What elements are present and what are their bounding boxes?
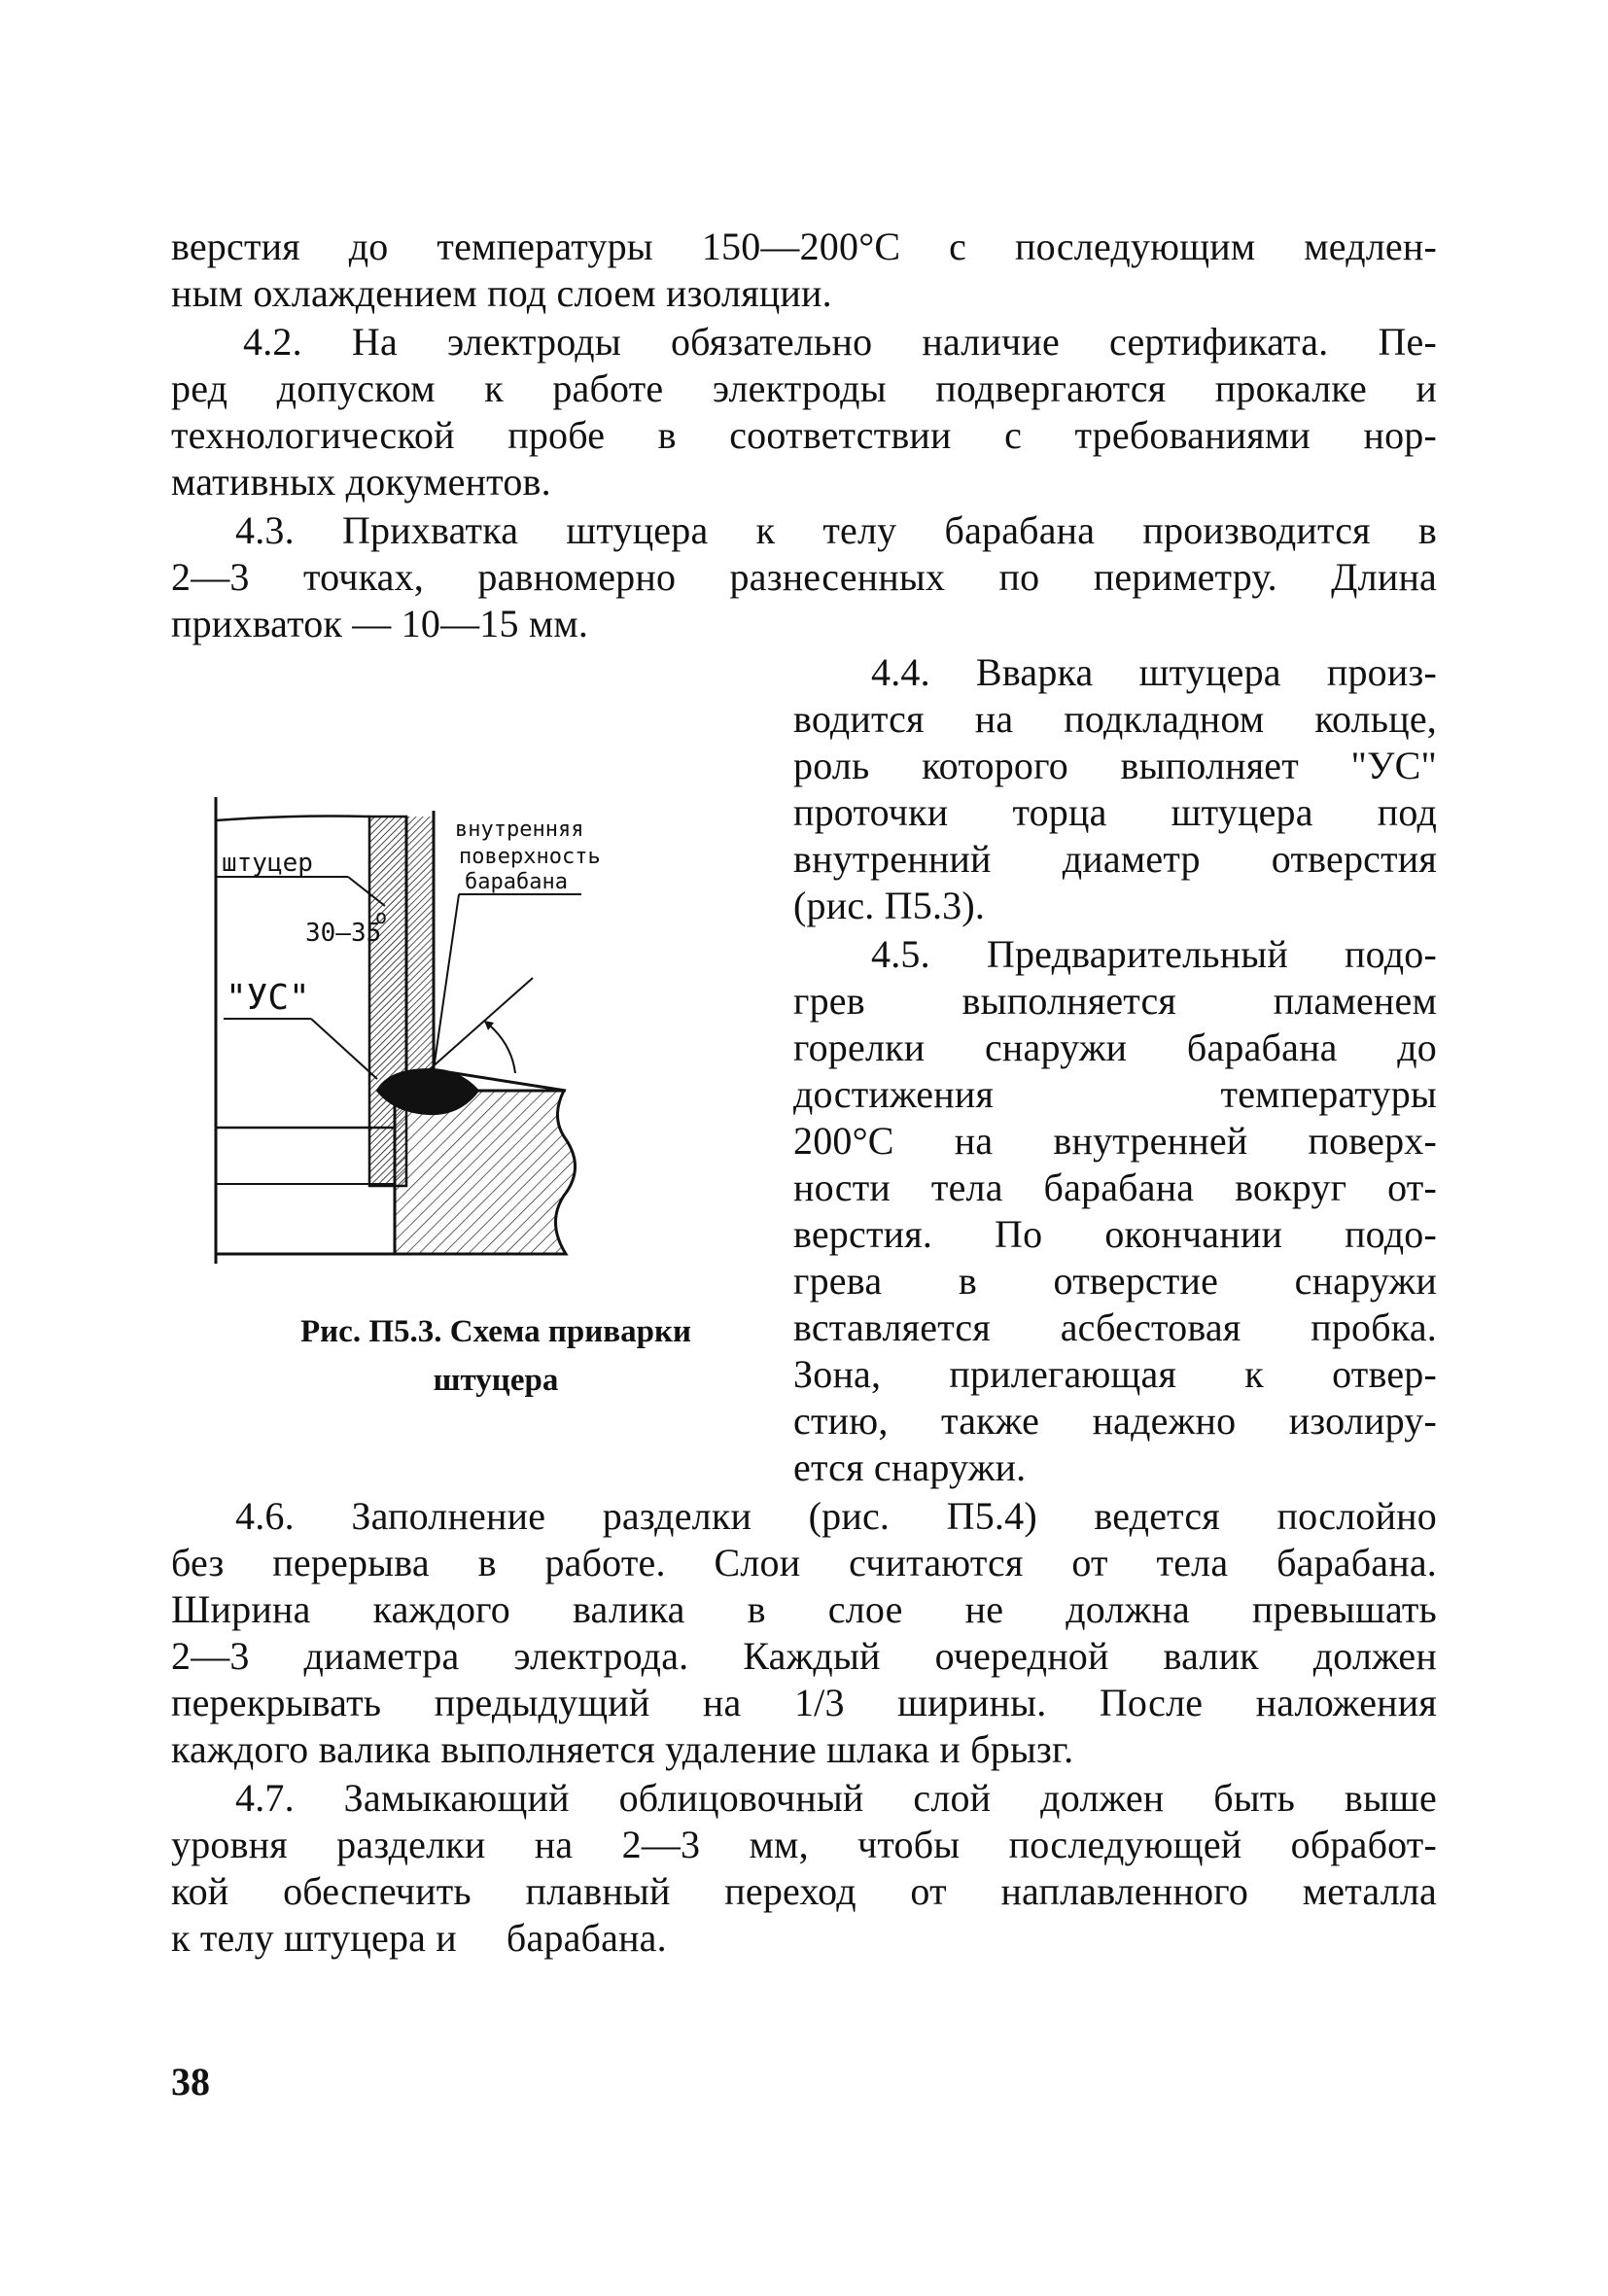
text-line: 4.7. Замыкающий облицовочный слой должен быть выше — [235, 1776, 1437, 1820]
label-angle: 30—35 — [305, 919, 382, 948]
text-line: ется снаружи. — [793, 1445, 1027, 1489]
text-line: верстия до температуры 150—200°С с последующим медлен- — [171, 225, 1437, 268]
text-line: ред допуском к работе электроды подвергаются прокалке и — [171, 366, 1437, 410]
drum-body — [395, 1091, 576, 1254]
text-line: 4.4. Вварка штуцера произ- — [871, 650, 1437, 694]
text-line: горелки снаружи барабана до — [793, 1026, 1437, 1069]
page-number: 38 — [171, 2060, 210, 2104]
weld-scheme-drawing — [204, 787, 807, 1293]
text-line: прихваток — 10—15 мм. — [171, 602, 589, 645]
text-line: ным охлаждением под слоем изоляции. — [171, 271, 832, 315]
text-line: мативных документов. — [171, 460, 551, 504]
text-line: ности тела барабана вокруг от- — [793, 1165, 1437, 1209]
label-angle-degree: o — [375, 905, 388, 928]
leader-inner-surface — [434, 894, 459, 1069]
text-line: 4.6. Заполнение разделки (рис. П5.4) ведется послойно — [235, 1494, 1437, 1538]
text-line: достижения температуры — [793, 1072, 1437, 1116]
figure-caption-line1: Рис. П5.3. Схема приварки — [300, 1314, 691, 1349]
text-line: уровня разделки на 2—3 мм, чтобы последующей обработ- — [171, 1823, 1437, 1866]
figure-caption-line2: штуцера — [433, 1363, 559, 1398]
text-line: Зона, прилегающая к отвер- — [793, 1352, 1437, 1396]
label-inner-surface-2: поверхность — [459, 845, 601, 869]
text-line: внутренний диаметр отверстия — [793, 837, 1437, 881]
text-line: (рис. П5.3). — [793, 884, 986, 927]
label-us: "УС" — [226, 978, 310, 1018]
text-line: водится на подкладном кольце, — [793, 697, 1437, 741]
label-inner-surface-3: барабана — [465, 870, 568, 894]
break-line-top — [216, 817, 369, 821]
text-line: технологической пробе в соответствии с требованиями нор- — [171, 413, 1437, 457]
nozzle-hatch — [406, 817, 434, 1079]
text-line: роль которого выполняет "УС" — [793, 744, 1437, 787]
text-line: к телу штуцера и барабана. — [171, 1916, 667, 1960]
figure-weld-scheme — [204, 787, 807, 1293]
text-line: кой обеспечить плавный переход от наплавленного металла — [171, 1869, 1437, 1913]
text-line: верстия. По окончании подо- — [793, 1212, 1437, 1256]
leader-us — [311, 1019, 377, 1079]
text-line: перекрывать предыдущий на 1/3 ширины. После наложения — [171, 1681, 1437, 1724]
text-line: стию, также надежно изолиру- — [793, 1399, 1437, 1443]
text-line: грева в отверстие снаружи — [793, 1259, 1437, 1303]
text-line: 2—3 точках, равномерно разнесенных по периметру. Длина — [171, 555, 1437, 599]
label-inner-surface-1: внутренняя — [455, 818, 584, 842]
text-line: вставляется асбестовая пробка. — [793, 1305, 1437, 1349]
text-line: проточки торца штуцера под — [793, 790, 1437, 834]
text-line: грев выполняется пламенем — [793, 979, 1437, 1023]
text-line: без перерыва в работе. Слои считаются от тела барабана. — [171, 1541, 1437, 1584]
text-line: каждого валика выполняется удаление шлака и брызг. — [171, 1727, 1074, 1771]
label-nozzle: штуцер — [222, 849, 313, 878]
text-line: 4.3. Прихватка штуцера к телу барабана производится в — [235, 508, 1437, 552]
text-line: 4.2. На электроды обязательно наличие сертификата. Пе- — [243, 320, 1437, 364]
text-line: Ширина каждого валика в слое не должна превышать — [171, 1587, 1437, 1631]
text-line: 200°С на внутренней поверх- — [793, 1119, 1437, 1163]
text-line: 4.5. Предварительный подо- — [871, 932, 1437, 976]
text-line: 2—3 диаметра электрода. Каждый очередной валик должен — [171, 1634, 1437, 1678]
